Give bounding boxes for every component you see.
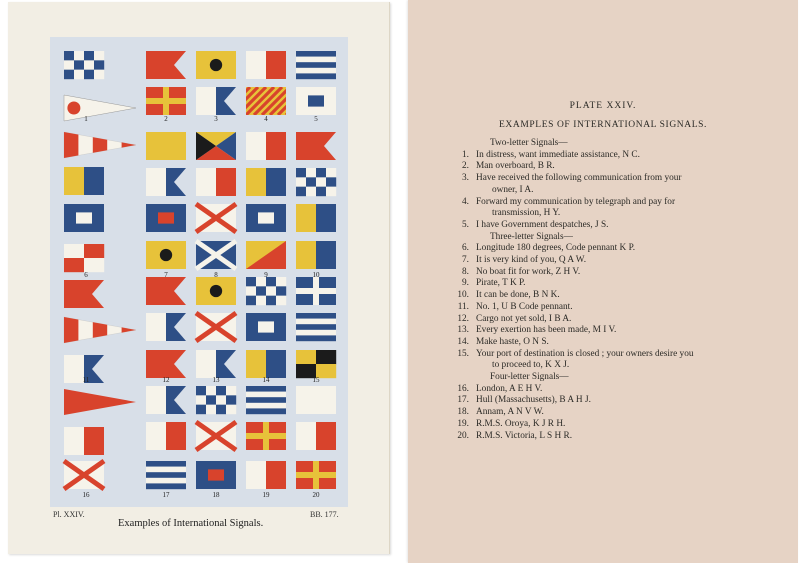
signal-flag: [296, 51, 336, 79]
page-title: PLATE XXIV.: [569, 101, 637, 111]
entry-number: 3.: [462, 173, 469, 184]
signal-flags-plate: [50, 37, 348, 507]
signal-flag: [246, 132, 286, 160]
signal-flag: [246, 386, 286, 414]
entry-text: to proceed to, K X J.: [492, 360, 570, 371]
entry-text: In distress, want immediate assistance, N C.: [476, 149, 640, 160]
entry-number: 12.: [457, 313, 469, 324]
entry-number: 7.: [462, 255, 469, 265]
signal-flag: [196, 350, 236, 378]
entry-number: 18.: [457, 407, 469, 418]
signal-flag: [196, 461, 236, 489]
signal-flag: [296, 132, 336, 160]
signal-flag: [246, 204, 286, 232]
signal-flag: [296, 350, 336, 378]
flag-number-label: 13: [212, 376, 220, 384]
signal-flag: [64, 51, 104, 79]
entry-number: 20.: [457, 430, 469, 441]
signal-flag: [296, 386, 336, 414]
section-heading: Four-letter Signals—: [490, 372, 569, 382]
signal-flag: [146, 87, 186, 115]
entry-text: Annam, A N V W.: [476, 407, 544, 418]
entry-number: 2.: [462, 161, 469, 172]
signal-flag: [296, 241, 336, 269]
flag-number-label: 6: [84, 271, 88, 279]
entry-text: Hull (Massachusetts), B A H J.: [476, 395, 591, 406]
signal-flag: [64, 167, 104, 195]
left-page: [8, 2, 390, 554]
signal-flag: [296, 277, 336, 305]
entry-text: I have Government despatches, J S.: [476, 219, 609, 230]
flag-number-label: 20: [312, 491, 320, 499]
signal-flag: [196, 132, 236, 160]
signal-flag: [196, 313, 236, 341]
flags-illustration: [50, 37, 348, 507]
entry-text: Longitude 180 degrees, Code pennant K P.: [476, 243, 636, 254]
flag-number-label: 14: [262, 376, 270, 384]
entry-number: 15.: [457, 348, 469, 359]
entry-text: London, A E H V.: [476, 383, 543, 394]
entry-number: 4.: [462, 196, 469, 207]
signal-flag: [246, 277, 286, 305]
entry-number: 6.: [462, 243, 469, 254]
signal-flag: [64, 317, 136, 343]
entry-text: owner, I A.: [492, 184, 534, 195]
signal-flag: [196, 87, 236, 115]
signal-flag: [246, 461, 286, 489]
flag-number-label: 5: [314, 115, 318, 123]
plate-caption: Examples of International Signals.: [118, 518, 264, 529]
plate-number-label: Pl. XXIV.: [53, 510, 85, 519]
entry-text: Pirate, T K P.: [476, 278, 526, 289]
signal-flag: [64, 461, 104, 489]
signal-flag: [296, 313, 336, 341]
entry-text: Forward my communication by telegraph and pay for: [476, 196, 676, 207]
flag-number-label: 18: [212, 491, 220, 499]
signal-flag: [64, 204, 104, 232]
signal-flag: [146, 350, 186, 378]
signal-flag: [296, 168, 336, 196]
plate-reference-label: BB. 177.: [310, 510, 339, 519]
signal-flag: [64, 427, 104, 455]
entry-number: 5.: [462, 219, 469, 230]
signal-flag: [246, 241, 286, 269]
flag-number-label: 15: [312, 376, 320, 384]
right-page: [408, 0, 798, 563]
entry-number: 1.: [462, 149, 469, 160]
signal-flag: [146, 277, 186, 305]
flag-number-label: 11: [82, 376, 90, 384]
flag-number-label: 10: [312, 271, 320, 279]
signal-flag: [246, 313, 286, 341]
signal-flag: [296, 87, 336, 115]
entry-text: R.M.S. Oroya, K J R H.: [476, 418, 566, 429]
signal-flag: [146, 168, 186, 196]
signal-flag: [296, 461, 336, 489]
flag-number-label: 9: [264, 271, 268, 279]
signal-flag: [196, 386, 236, 414]
flag-number-label: 8: [214, 271, 218, 279]
entry-number: 10.: [457, 290, 469, 301]
signal-flag: [64, 95, 136, 121]
signal-flag: [196, 277, 236, 305]
signal-flag: [196, 422, 236, 450]
entry-text: No boat fit for work, Z H V.: [476, 266, 581, 277]
entry-text: No. 1, U B Code pennant.: [476, 301, 573, 312]
signal-flag: [64, 280, 104, 308]
signal-flag: [146, 241, 186, 269]
entry-number: 9.: [462, 278, 469, 289]
entry-text: Man overboard, B R.: [476, 161, 555, 172]
entry-text: Cargo not yet sold, I B A.: [476, 313, 572, 324]
entry-text: transmission, H Y.: [492, 208, 561, 219]
flag-number-label: 7: [164, 271, 168, 279]
signal-flag: [196, 241, 236, 269]
flag-number-label: 4: [264, 115, 268, 123]
flag-number-label: 17: [162, 491, 170, 499]
signal-flag: [196, 168, 236, 196]
flag-number-label: 2: [164, 115, 168, 123]
flag-number-label: 12: [162, 376, 170, 384]
signal-flag: [246, 422, 286, 450]
entry-number: 11.: [457, 301, 469, 312]
page-subtitle: EXAMPLES OF INTERNATIONAL SIGNALS.: [499, 120, 707, 130]
signal-flag: [196, 51, 236, 79]
entry-number: 8.: [462, 266, 469, 277]
signal-flag: [246, 51, 286, 79]
signal-flag: [146, 204, 186, 232]
signal-flag: [146, 132, 186, 160]
section-heading: Two-letter Signals—: [490, 138, 568, 148]
signal-flag: [146, 422, 186, 450]
entry-number: 16.: [457, 383, 469, 394]
entry-number: 17.: [457, 395, 469, 406]
signal-flag: [196, 204, 236, 232]
signal-flag: [64, 244, 104, 272]
signals-list: [408, 0, 798, 563]
entry-text: Your port of destination is closed ; your owners desire you: [476, 348, 694, 359]
entry-number: 14.: [457, 336, 469, 347]
entry-text: It can be done, B N K.: [476, 290, 560, 301]
signal-flag: [146, 386, 186, 414]
signal-flag: [64, 132, 136, 158]
flag-number-label: 3: [214, 115, 218, 123]
section-heading: Three-letter Signals—: [490, 231, 573, 242]
signal-flag: [146, 461, 186, 489]
entry-text: Have received the following communication from your: [476, 173, 682, 184]
signal-flag: [246, 168, 286, 196]
signal-flag: [296, 422, 336, 450]
entry-text: It is very kind of you, Q A W.: [476, 255, 587, 265]
entry-number: 13.: [457, 325, 469, 336]
flag-number-label: 16: [82, 491, 90, 499]
signal-flag: [246, 350, 286, 378]
entry-text: R.M.S. Victoria, L S H R.: [476, 430, 573, 441]
entry-number: 19.: [457, 418, 469, 429]
flag-number-label: 19: [262, 491, 270, 499]
signal-flag: [64, 389, 136, 415]
signal-flag: [146, 51, 186, 79]
signal-flag: [296, 204, 336, 232]
signal-flag: [146, 313, 186, 341]
entry-text: Make haste, O N S.: [476, 336, 549, 347]
entry-text: Every exertion has been made, M I V.: [476, 325, 617, 336]
flag-number-label: 1: [84, 115, 88, 123]
